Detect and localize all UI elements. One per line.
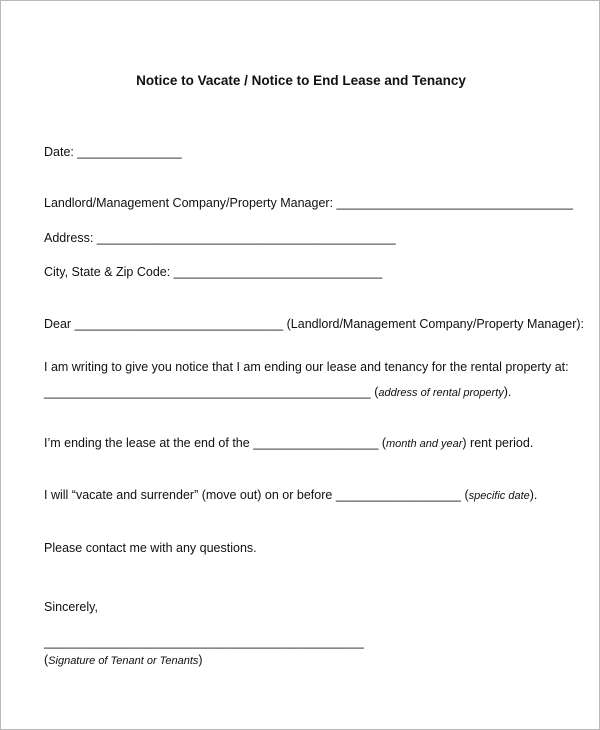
vacate-hint: specific date — [468, 490, 530, 502]
page-title: Notice to Vacate / Notice to End Lease and Tenancy — [136, 73, 466, 88]
vacate-line — [44, 487, 537, 504]
signature-close-paren: ) — [198, 653, 203, 667]
ending-line — [44, 435, 533, 452]
signature-open-paren: ( — [44, 653, 49, 667]
signature-blank[interactable]: ______________________________________________ — [44, 635, 364, 649]
city-label: City, State & Zip Code: — [44, 265, 171, 279]
landlord-label: Landlord/Management Company/Property Manager: — [44, 196, 334, 210]
vacate-close-paren: ). — [529, 488, 538, 502]
address-blank[interactable]: ___________________________________________ — [96, 231, 396, 245]
property-address-blank[interactable]: _______________________________________________ — [44, 385, 371, 399]
property-address-hint: address of rental property — [378, 387, 504, 399]
address-line — [44, 230, 396, 246]
writing-line: I am writing to give you notice that I am ending our lease and tenancy for the rental property at: — [44, 360, 569, 374]
address-label: Address: — [44, 231, 94, 245]
vacate-open-paren: ( — [464, 488, 469, 502]
ending-open-paren: ( — [381, 436, 386, 450]
dear-line — [44, 316, 584, 332]
landlord-blank[interactable]: __________________________________ — [336, 196, 573, 210]
ending-hint: month and year — [385, 438, 463, 450]
dear-suffix: (Landlord/Management Company/Property Manager): — [286, 317, 585, 331]
vacate-blank[interactable]: __________________ — [335, 488, 461, 502]
signature-caption — [44, 652, 203, 669]
dear-blank[interactable]: ______________________________ — [74, 317, 284, 331]
property-address-line — [44, 384, 511, 401]
ending-close-paren: ) rent period. — [462, 436, 534, 450]
date-label: Date: — [44, 145, 74, 159]
closing-line: Sincerely, — [44, 600, 98, 614]
ending-text: I’m ending the lease at the end of the — [44, 436, 250, 450]
city-blank[interactable]: ______________________________ — [173, 265, 383, 279]
city-line — [44, 264, 382, 280]
signature-hint: Signature of Tenant or Tenants — [48, 655, 199, 667]
vacate-text: I will “vacate and surrender” (move out) on or before — [44, 488, 333, 502]
property-address-close-paren: ). — [503, 385, 512, 399]
property-address-open-paren: ( — [374, 385, 379, 399]
date-blank[interactable]: _______________ — [77, 145, 182, 159]
dear-label: Dear — [44, 317, 72, 331]
landlord-line — [44, 195, 573, 211]
date-line — [44, 144, 182, 160]
contact-line: Please contact me with any questions. — [44, 541, 257, 555]
ending-blank[interactable]: __________________ — [253, 436, 379, 450]
